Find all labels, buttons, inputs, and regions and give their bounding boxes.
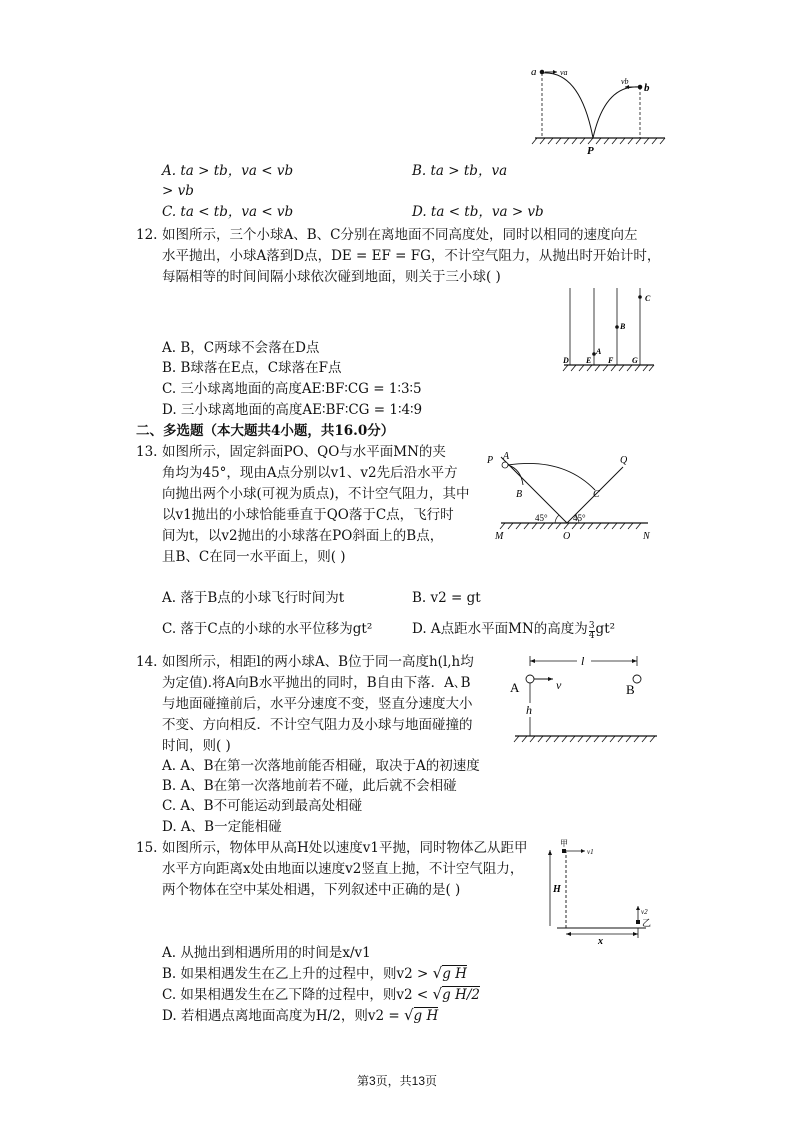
q15-fig-label-v2: v2 [641, 908, 648, 916]
q13-option-c: C. 落于C点的小球的水平位移为gt² [162, 621, 373, 637]
q15-option-d-sqrt-sign: √ [403, 1006, 414, 1024]
q15-option-c-text: C. 如果相遇发生在乙下降的过程中，则v2 < [162, 987, 429, 1003]
q13-text-line4: 以v1抛出的小球恰能垂直于QO落于C点，飞行时 [162, 507, 454, 523]
q14-text-line4: 不变、方向相反．不计空气阻力及小球与地面碰撞的 [162, 717, 473, 733]
q13-fig-label-a: A [503, 451, 510, 462]
q12-option-b: B. B球落在E点，C球落在F点 [162, 360, 342, 376]
q11-fig-label-b: b [644, 82, 650, 94]
q12-fig-label-c: C [645, 294, 651, 303]
q15-fig-label-h: H [553, 884, 561, 895]
q13-option-d-fraction [589, 622, 595, 641]
q14-text-line1: 如图所示，相距l的两小球A、B位于同一高度h(l,h均 [162, 654, 474, 670]
q13-fig-label-b: B [516, 489, 523, 500]
q15-option-d [162, 1005, 438, 1026]
q13-fig-label-o: O [563, 531, 571, 542]
q15-option-a: A. 从抛出到相遇所用的时间是x/v1 [162, 945, 371, 961]
q12-option-c: C. 三小球离地面的高度AE∶BF∶CG = 1∶3∶5 [162, 381, 422, 397]
q11-fig-label-a: a [531, 66, 537, 78]
q15-text-line2: 水平方向距离x处由地面以速度v2竖直上抛，不计空气阻力， [162, 861, 524, 877]
q14-text-line3: 与地面碰撞前后，水平分速度不变，竖直分速度大小 [162, 696, 473, 712]
q15-option-b [162, 963, 467, 984]
q12-fig-label-f: F [608, 356, 614, 365]
q14-fig-label-b: B [626, 682, 635, 697]
q13-option-a: A. 落于B点的小球飞行时间为t [162, 590, 345, 606]
q15-fig-label-v1: v1 [587, 848, 594, 856]
q15-text-line1: 如图所示，物体甲从高H处以速度v1平抛，同时物体乙从距甲 [162, 840, 528, 856]
q13-text-line5: 间为t，以v2抛出的小球落在PO斜面上的B点， [162, 528, 444, 544]
q15-option-d-radicand: g H [413, 1008, 439, 1024]
q15-option-b-text: B. 如果相遇发生在乙上升的过程中，则v2 > [162, 966, 429, 982]
q13-option-d-tail: gt² [595, 621, 616, 637]
q13-fig-label-c: C [593, 489, 600, 500]
q13-fig-angle-right: 45° [573, 513, 586, 523]
q14-option-c: C. A、B不可能运动到最高处相碰 [162, 798, 363, 814]
q15-option-c-sqrt-sign: √ [432, 985, 443, 1003]
q12-text-line1: 如图所示，三个小球A、B、C分别在离地面不同高度处，同时以相同的速度向左 [162, 227, 638, 243]
q13-fig-label-m: M [495, 531, 504, 542]
q13-fig-label-q: Q [620, 455, 628, 466]
q13-figure [483, 445, 658, 545]
q11-fig-label-p: P [587, 145, 594, 157]
page-footer: 第3页，共13页 [356, 1074, 438, 1088]
q15-fig-label-jia: 甲 [560, 839, 568, 848]
q15-fig-label-yi: 乙 [642, 918, 652, 928]
q12-text-line2: 水平抛出，小球A落到D点，DE = EF = FG，不计空气阻力，从抛出时开始计时， [162, 248, 661, 264]
q15-text-line3: 两个物体在空中某处相遇，下列叙述中正确的是( ) [162, 882, 461, 898]
q13-fig-label-p: P [487, 455, 494, 466]
section-heading-multiple-choice: 二、多选题（本大题共4小题，共16.0分） [136, 423, 395, 439]
q13-text-line1: 如图所示，固定斜面PO、QO与水平面MN的夹 [162, 444, 446, 460]
q12-text-line3: 每隔相等的时间间隔小球依次碰到地面，则关于三小球( ) [162, 269, 501, 285]
q13-number: 13. [136, 444, 158, 460]
q13-text-line3: 向抛出两个小球(可视为质点)，不计空气阻力，其中 [162, 486, 470, 502]
q11-fig-label-vb: vb [621, 77, 629, 86]
q13-text-line6: 且B、C在同一水平面上，则( ) [162, 549, 346, 565]
q15-option-d-text: D. 若相遇点离地面高度为H/2，则v2 = [162, 1008, 400, 1024]
q14-text-line2: 为定值).将A向B水平抛出的同时，B自由下落．A､B [162, 675, 471, 691]
q15-option-b-radicand: g H [442, 966, 467, 982]
q12-fig-label-a: A [596, 347, 602, 356]
q13-option-d-denominator: 4 [588, 631, 595, 641]
q15-option-b-sqrt-sign: √ [432, 964, 443, 982]
q15-figure [540, 836, 665, 946]
q11-option-d: D. ta < tb，va > vb [412, 204, 544, 220]
q14-option-a: A. A、B在第一次落地前能否相碰，取决于A的初速度 [162, 758, 480, 774]
q12-option-d: D. 三小球离地面的高度AE∶BF∶CG = 1∶4∶9 [162, 402, 423, 418]
q14-option-d: D. A、B一定能相碰 [162, 819, 282, 835]
q15-option-c-radicand: g H/2 [442, 987, 480, 1003]
q14-fig-label-v: v [556, 678, 562, 692]
q13-option-d [412, 619, 615, 641]
q14-fig-label-a: A [510, 680, 520, 695]
q11-fig-label-va: va [560, 68, 568, 77]
q12-fig-label-e: E [586, 356, 592, 365]
q13-option-d-text: D. A点距水平面MN的高度为 [412, 621, 588, 637]
q12-option-a: A. B，C两球不会落在D点 [162, 340, 320, 356]
q14-option-b: B. A、B在第一次落地前若不碰，此后就不会相碰 [162, 778, 457, 794]
q14-fig-label-h: h [526, 703, 532, 717]
q13-fig-label-n: N [643, 531, 650, 542]
q11-option-b: B. ta > tb，va [412, 163, 508, 179]
q12-fig-label-b: B [620, 322, 626, 331]
q15-fig-label-x: x [598, 936, 603, 946]
q11-option-c: C. ta < tb，va < vb [162, 204, 294, 220]
q14-fig-label-l: l [581, 654, 585, 668]
q11-figure [525, 60, 675, 160]
q13-option-d-numerator: 3 [588, 621, 595, 631]
q12-number: 12. [136, 227, 158, 243]
q12-figure [560, 283, 660, 378]
q11-option-b-cont: > vb [162, 183, 194, 199]
q14-figure [505, 650, 660, 745]
q15-number: 15. [136, 840, 158, 856]
q11-option-a: A. ta > tb，va < vb [162, 163, 294, 179]
q12-fig-label-g: G [632, 356, 638, 365]
q13-fig-angle-left: 45° [535, 513, 548, 523]
q14-text-line5: 时间，则( ) [162, 738, 231, 754]
q15-option-c [162, 984, 480, 1005]
q14-number: 14. [136, 654, 158, 670]
q13-option-b: B. v2 = gt [412, 590, 481, 606]
q12-fig-label-d: D [563, 356, 569, 365]
q13-text-line2: 角均为45°，现由A点分别以v1、v2先后沿水平方 [162, 465, 458, 481]
